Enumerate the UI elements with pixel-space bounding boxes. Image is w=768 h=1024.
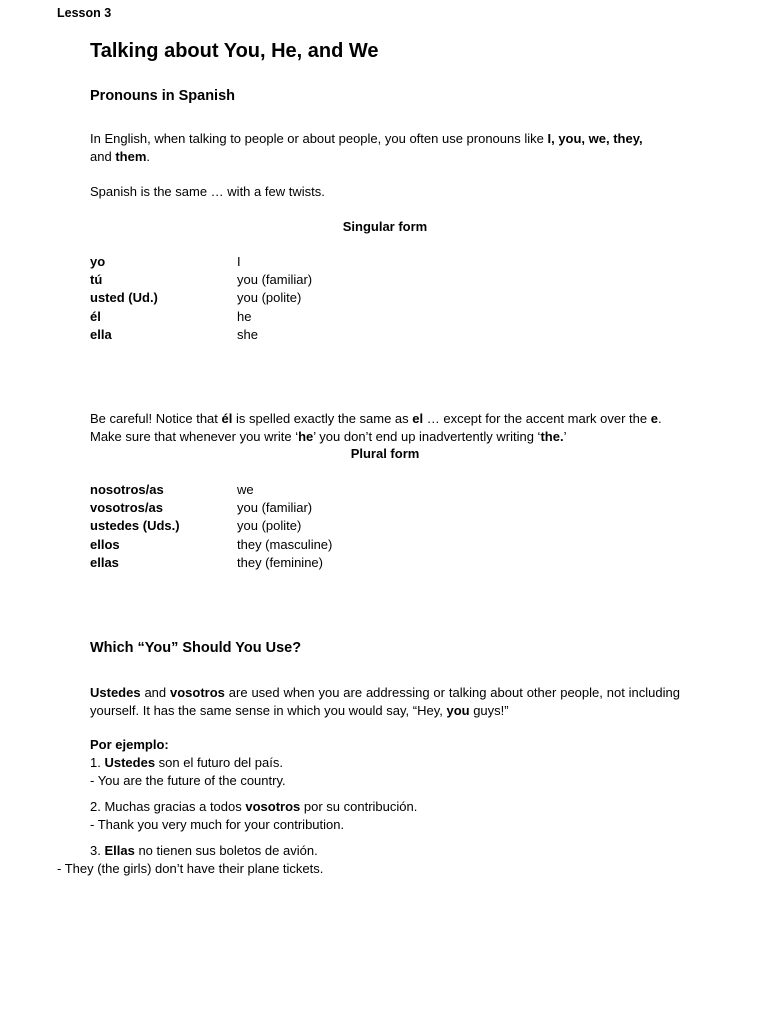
spanish-pronoun: ustedes (Uds.): [90, 518, 180, 534]
table-row: [90, 481, 332, 499]
english-pronoun: you (familiar): [237, 272, 313, 288]
spanish-pronoun: ellas: [90, 554, 119, 570]
english-pronoun: you (polite): [237, 290, 302, 306]
table-row: [90, 554, 332, 572]
english-pronoun: they (feminine): [237, 554, 323, 570]
table-row: [90, 289, 312, 307]
example-3: 3. Ellas no tienen sus boletos de avión.: [90, 843, 318, 858]
example-3-translation: - They (the girls) don’t have their plane tickets.: [57, 861, 324, 876]
careful-note: Be careful! Notice that él is spelled exactly the same as el … except for the accent mark over the e. Make sure that whenever you write ‘he’ you don’t end up inadvertently writing ‘the.’: [90, 411, 662, 444]
singular-heading: Singular form: [342, 219, 428, 234]
spanish-pronoun: yo: [90, 254, 106, 269]
table-row: [90, 271, 312, 289]
english-pronoun: I: [237, 254, 241, 269]
usage-paragraph: Ustedes and vosotros are used when you are addressing or talking about other people, not including yourself. It has the same sense in which you would say, “Hey, you guys!”: [90, 685, 680, 718]
lesson-label: Lesson 3: [57, 6, 112, 20]
spanish-pronoun: nosotros/as: [90, 482, 164, 497]
english-pronoun: they (masculine): [237, 536, 333, 552]
spanish-pronoun: tú: [90, 272, 103, 288]
table-row: [90, 517, 332, 535]
table-row: [90, 308, 312, 326]
example-1: 1. Ustedes son el futuro del país. - You are the future of the country.: [90, 755, 286, 788]
spanish-pronoun: ellos: [90, 536, 120, 552]
plural-heading: Plural form: [350, 446, 420, 461]
twist-sentence: Spanish is the same … with a few twists.: [90, 184, 325, 199]
page-title: Talking about You, He, and We: [90, 40, 379, 62]
english-pronoun: she: [237, 326, 258, 342]
section-heading-which-you: Which “You” Should You Use?: [90, 640, 302, 656]
section-heading-pronouns: Pronouns in Spanish: [90, 88, 236, 104]
intro-paragraph: In English, when talking to people or about people, you often use pronouns like I, you, we, they, and them.: [90, 131, 643, 164]
spanish-pronoun: ella: [90, 326, 112, 342]
english-pronoun: we: [237, 482, 254, 497]
table-row: [90, 253, 312, 271]
table-row: [90, 326, 312, 344]
table-row: [90, 536, 332, 554]
table-row: [90, 499, 332, 517]
spanish-pronoun: él: [90, 308, 101, 324]
english-pronoun: you (familiar): [237, 500, 313, 516]
spanish-pronoun: vosotros/as: [90, 500, 163, 516]
example-2: 2. Muchas gracias a todos vosotros por su contribución. - Thank you very much for your contribution.: [90, 799, 418, 832]
examples-label: Por ejemplo:: [90, 737, 169, 752]
english-pronoun: you (polite): [237, 518, 302, 534]
singular-table: [90, 253, 312, 344]
spanish-pronoun: usted (Ud.): [90, 290, 158, 306]
english-pronoun: he: [237, 308, 252, 324]
plural-table: [90, 481, 332, 572]
